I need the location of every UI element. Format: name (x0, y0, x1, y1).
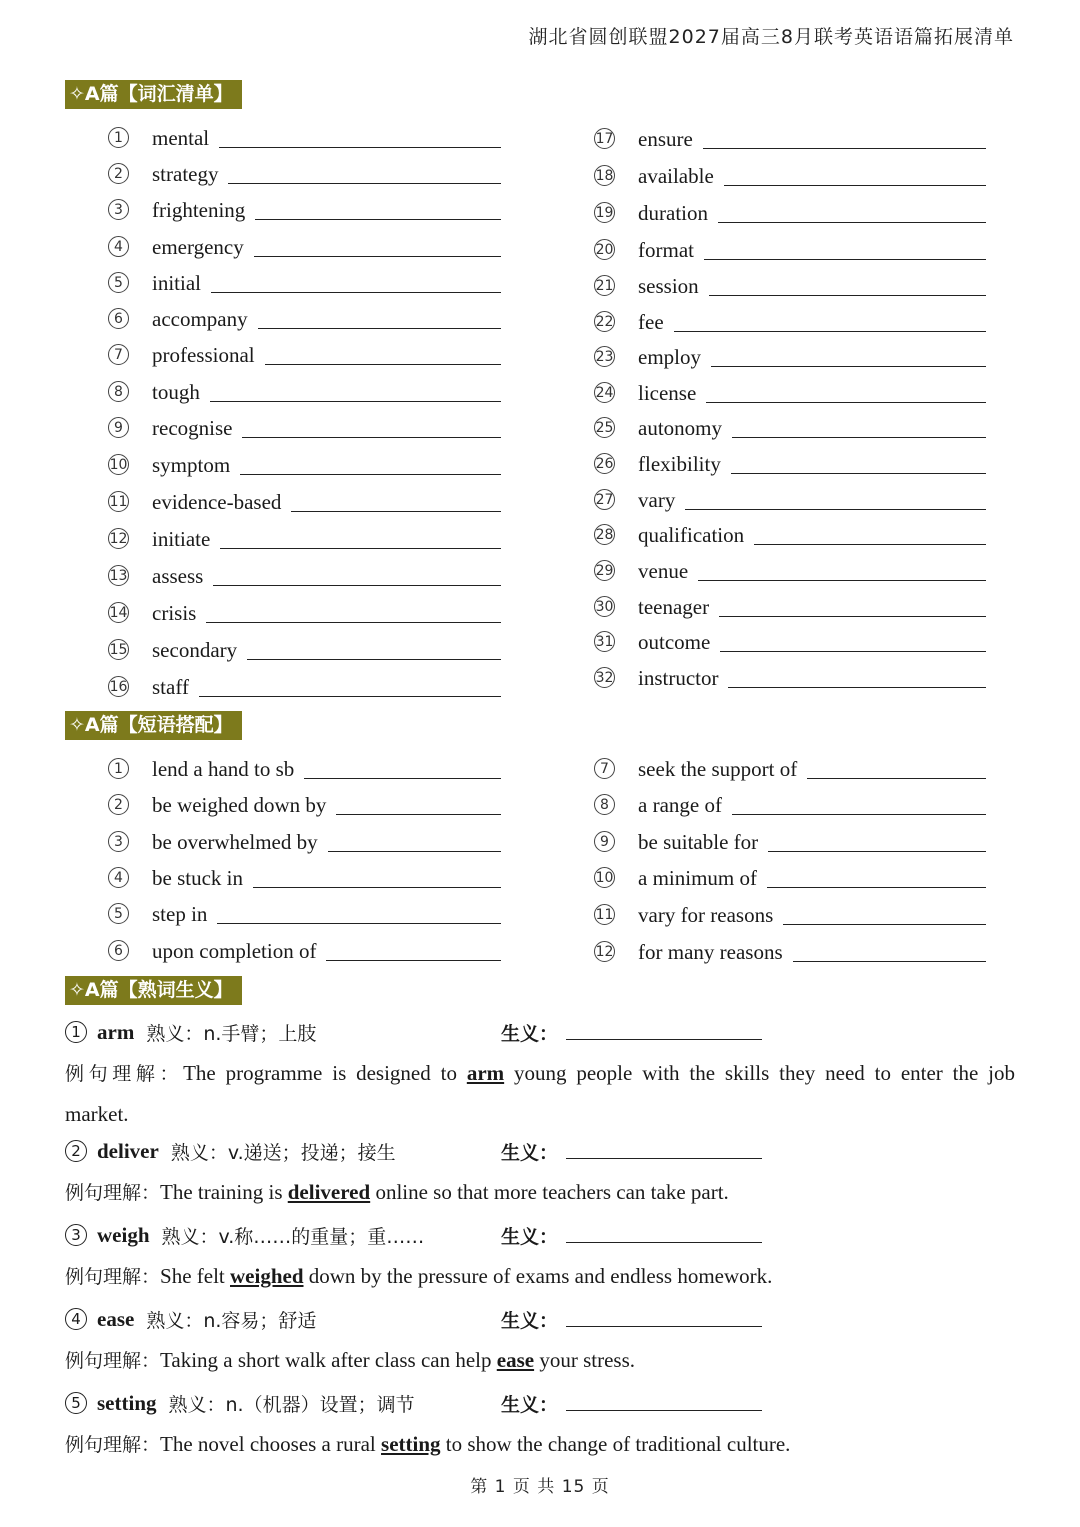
example-keyword: setting (381, 1432, 441, 1456)
vocab-item (594, 269, 986, 299)
vocab-word: outcome (638, 630, 711, 654)
example-text: online so that more teachers can take part. (370, 1180, 729, 1204)
vocab-word: tough (152, 380, 200, 404)
vocab-item (594, 518, 986, 548)
item-number: 30 (594, 596, 615, 617)
item-number: 7 (594, 758, 615, 779)
answer-blank[interactable] (304, 778, 501, 779)
phrase-text: a minimum of (638, 866, 757, 890)
example-keyword: arm (466, 1061, 505, 1085)
answer-blank[interactable] (704, 259, 986, 260)
item-number: 4 (108, 236, 129, 257)
item-number: 4 (65, 1308, 87, 1330)
answer-blank[interactable] (220, 548, 501, 549)
vocab-item (594, 447, 986, 477)
answer-blank[interactable] (711, 366, 986, 367)
item-number: 24 (594, 382, 615, 403)
vocab-word: assess (152, 564, 204, 588)
answer-blank[interactable] (255, 219, 501, 220)
item-number: 3 (108, 199, 129, 220)
vocab-word: autonomy (638, 416, 722, 440)
vocab-word: instructor (638, 666, 719, 690)
answer-blank[interactable] (720, 651, 986, 652)
item-number: 9 (108, 417, 129, 438)
phrase-text: be suitable for (638, 830, 759, 854)
item-number: 2 (108, 163, 129, 184)
vocab-item (594, 376, 986, 406)
phrase-item (108, 752, 501, 782)
item-number: 12 (594, 941, 615, 962)
vocab-item (108, 157, 501, 187)
answer-blank[interactable] (698, 580, 986, 581)
vocab-word: vary (638, 488, 676, 512)
vocab-word: professional (152, 343, 255, 367)
phrase-text: be weighed down by (152, 793, 327, 817)
item-number: 1 (108, 127, 129, 148)
answer-blank[interactable] (228, 183, 501, 184)
item-number: 11 (594, 904, 615, 925)
meaning-word: setting (97, 1390, 157, 1415)
meaning-word: arm (97, 1019, 135, 1044)
phrase-text: be stuck in (152, 866, 243, 890)
item-number: 20 (594, 239, 615, 260)
answer-blank[interactable] (783, 924, 986, 925)
phrase-text: lend a hand to sb (152, 757, 295, 781)
item-number: 31 (594, 631, 615, 652)
example-keyword: weighed (230, 1264, 304, 1288)
vocab-word: frightening (152, 198, 246, 222)
item-number: 11 (108, 491, 129, 512)
familiar-meaning: 熟义：n.（机器）设置；调节 (168, 1393, 415, 1416)
answer-blank[interactable] (254, 256, 501, 257)
example-text: The training is (160, 1180, 288, 1204)
answer-blank[interactable] (732, 814, 986, 815)
page-header-title: 湖北省圆创联盟2027届高三8月联考英语语篇拓展清单 (528, 26, 1014, 48)
item-number: 2 (108, 794, 129, 815)
meaning-item (65, 1219, 1015, 1251)
vocab-word: available (638, 164, 714, 188)
answer-blank[interactable] (767, 887, 986, 888)
answer-blank[interactable] (328, 851, 501, 852)
answer-blank[interactable] (199, 696, 501, 697)
phrase-text: a range of (638, 793, 722, 817)
phrase-text: upon completion of (152, 939, 317, 963)
answer-blank[interactable] (206, 622, 501, 623)
answer-blank[interactable] (336, 814, 501, 815)
item-number: 27 (594, 489, 615, 510)
item-number: 5 (108, 903, 129, 924)
vocab-item (594, 554, 986, 584)
example-label: 例句理解： (65, 1434, 161, 1456)
answer-blank[interactable] (217, 923, 501, 924)
answer-blank[interactable] (731, 473, 986, 474)
example-text: She felt (160, 1264, 230, 1288)
answer-blank[interactable] (291, 511, 501, 512)
answer-blank[interactable] (326, 960, 501, 961)
vocab-word: accompany (152, 307, 248, 331)
item-number: 15 (108, 639, 129, 660)
answer-blank[interactable] (247, 659, 501, 660)
new-meaning-blank[interactable] (566, 1039, 762, 1040)
new-meaning-label: 生义： (501, 1141, 559, 1164)
new-meaning-label: 生义： (501, 1309, 559, 1332)
answer-blank[interactable] (211, 292, 501, 293)
section-heading-meanings: ✧A篇【熟词生义】 (65, 976, 242, 1005)
item-number: 6 (108, 308, 129, 329)
meaning-item (65, 1135, 1015, 1167)
example-text: The programme is designed to (183, 1061, 467, 1085)
item-number: 21 (594, 275, 615, 296)
vocab-item (108, 633, 501, 663)
vocab-item (108, 485, 501, 515)
phrase-item (108, 825, 501, 855)
vocab-word: qualification (638, 523, 745, 547)
answer-blank[interactable] (685, 509, 986, 510)
new-meaning-label: 生义： (501, 1225, 559, 1248)
familiar-meaning: 熟义：v.称……的重量；重…… (161, 1225, 425, 1248)
vocab-word: session (638, 274, 699, 298)
new-meaning-blank[interactable] (566, 1410, 762, 1411)
vocab-item (108, 230, 501, 260)
vocab-word: strategy (152, 162, 219, 186)
vocab-word: flexibility (638, 452, 721, 476)
vocab-word: emergency (152, 235, 244, 259)
item-number: 2 (65, 1140, 87, 1162)
new-meaning-blank[interactable] (566, 1242, 762, 1243)
answer-blank[interactable] (703, 148, 986, 149)
familiar-meaning: 熟义：v.递送；投递；接生 (170, 1141, 396, 1164)
answer-blank[interactable] (719, 616, 986, 617)
vocab-word: crisis (152, 601, 197, 625)
answer-blank[interactable] (728, 687, 986, 688)
item-number: 25 (594, 417, 615, 438)
phrase-item (108, 788, 501, 818)
item-number: 16 (108, 676, 129, 697)
phrase-item (594, 935, 986, 965)
example-sentence (65, 1256, 1015, 1298)
meaning-item (65, 1387, 1015, 1419)
item-number: 17 (594, 128, 615, 149)
answer-blank[interactable] (265, 364, 501, 365)
answer-blank[interactable] (807, 778, 986, 779)
answer-blank[interactable] (706, 402, 986, 403)
vocab-item (594, 340, 986, 370)
vocab-item (594, 159, 986, 189)
vocab-item (108, 670, 501, 700)
answer-blank[interactable] (754, 544, 986, 545)
example-label: 例句理解： (65, 1266, 161, 1288)
item-number: 7 (108, 344, 129, 365)
page-footer: 第 1 页 共 15 页 (470, 1477, 610, 1497)
vocab-word: teenager (638, 595, 710, 619)
vocab-word: recognise (152, 416, 233, 440)
section-heading-vocab: ✧A篇【词汇清单】 (65, 80, 242, 109)
phrase-text: be overwhelmed by (152, 830, 318, 854)
vocab-word: duration (638, 201, 708, 225)
vocab-word: evidence-based (152, 490, 282, 514)
item-number: 19 (594, 202, 615, 223)
answer-blank[interactable] (253, 887, 501, 888)
answer-blank[interactable] (732, 437, 986, 438)
item-number: 1 (108, 758, 129, 779)
item-number: 6 (108, 940, 129, 961)
vocab-word: secondary (152, 638, 238, 662)
phrase-text: seek the support of (638, 757, 798, 781)
item-number: 32 (594, 667, 615, 688)
vocab-item (594, 483, 986, 513)
vocab-word: initiate (152, 527, 211, 551)
answer-blank[interactable] (724, 185, 986, 186)
item-number: 5 (108, 272, 129, 293)
example-continuation: market. (65, 1102, 129, 1126)
meaning-word: weigh (97, 1222, 150, 1247)
item-number: 9 (594, 831, 615, 852)
new-meaning-label: 生义： (501, 1393, 559, 1416)
example-label: 例句理解： (65, 1182, 161, 1204)
vocab-item (108, 121, 501, 151)
phrase-item (594, 861, 986, 891)
meaning-word: deliver (97, 1138, 159, 1163)
example-sentence (65, 1172, 1015, 1214)
example-text: The novel chooses a rural (160, 1432, 382, 1456)
item-number: 8 (594, 794, 615, 815)
phrase-item (108, 934, 501, 964)
vocab-item (108, 448, 501, 478)
phrase-item (594, 752, 986, 782)
answer-blank[interactable] (240, 474, 501, 475)
answer-blank[interactable] (242, 437, 501, 438)
vocab-word: format (638, 238, 694, 262)
example-keyword: delivered (287, 1180, 371, 1204)
item-number: 13 (108, 565, 129, 586)
vocab-word: staff (152, 675, 189, 699)
vocab-item (108, 302, 501, 332)
phrase-item (108, 861, 501, 891)
answer-blank[interactable] (210, 401, 501, 402)
new-meaning-label: 生义： (501, 1022, 559, 1045)
phrase-item (594, 825, 986, 855)
item-number: 3 (108, 831, 129, 852)
vocab-item (108, 375, 501, 405)
item-number: 4 (108, 867, 129, 888)
phrase-item (594, 788, 986, 818)
example-sentence (65, 1340, 1015, 1382)
section-heading-phrases: ✧A篇【短语搭配】 (65, 711, 242, 740)
vocab-item (594, 196, 986, 226)
vocab-item (108, 596, 501, 626)
item-number: 22 (594, 311, 615, 332)
item-number: 1 (65, 1021, 87, 1043)
vocab-item (594, 411, 986, 441)
new-meaning-blank[interactable] (566, 1158, 762, 1159)
phrase-text: step in (152, 902, 208, 926)
answer-blank[interactable] (213, 585, 501, 586)
answer-blank[interactable] (718, 222, 986, 223)
vocab-item (108, 559, 501, 589)
vocab-item (594, 233, 986, 263)
meaning-item (65, 1303, 1015, 1335)
meaning-item (65, 1016, 1015, 1048)
example-text: down by the pressure of exams and endless homework. (303, 1264, 773, 1288)
answer-blank[interactable] (709, 295, 986, 296)
example-text: young people with the skills they need to enter the job (504, 1061, 1016, 1085)
item-number: 26 (594, 453, 615, 474)
example-keyword: ease (496, 1348, 535, 1372)
vocab-item (108, 193, 501, 223)
vocab-word: ensure (638, 127, 693, 151)
vocab-word: fee (638, 310, 664, 334)
example-text: to show the change of traditional culture. (440, 1432, 791, 1456)
vocab-item (594, 625, 986, 655)
item-number: 3 (65, 1224, 87, 1246)
example-sentence (65, 1424, 1015, 1466)
item-number: 28 (594, 524, 615, 545)
meaning-word: ease (97, 1306, 135, 1331)
item-number: 10 (108, 454, 129, 475)
vocab-word: initial (152, 271, 201, 295)
familiar-meaning: 熟义：n.手臂；上肢 (146, 1022, 317, 1045)
vocab-item (594, 305, 986, 335)
phrase-item (108, 897, 501, 927)
phrase-item (594, 898, 986, 928)
phrase-text: vary for reasons (638, 903, 774, 927)
vocab-word: mental (152, 126, 210, 150)
vocab-item (108, 522, 501, 552)
vocab-word: venue (638, 559, 689, 583)
vocab-item (108, 338, 501, 368)
answer-blank[interactable] (793, 961, 986, 962)
example-label: 例句理解： (65, 1350, 161, 1372)
phrase-text: for many reasons (638, 940, 783, 964)
vocab-word: license (638, 381, 697, 405)
item-number: 23 (594, 346, 615, 367)
example-text: your stress. (534, 1348, 636, 1372)
vocab-item (594, 122, 986, 152)
answer-blank[interactable] (258, 328, 501, 329)
item-number: 29 (594, 560, 615, 581)
familiar-meaning: 熟义：n.容易；舒适 (146, 1309, 317, 1332)
item-number: 12 (108, 528, 129, 549)
vocab-word: employ (638, 345, 701, 369)
item-number: 5 (65, 1392, 87, 1414)
answer-blank[interactable] (219, 147, 501, 148)
example-text: Taking a short walk after class can help (160, 1348, 497, 1372)
vocab-item (108, 411, 501, 441)
example-label: 例句理解： (65, 1063, 184, 1085)
item-number: 14 (108, 602, 129, 623)
example-sentence (65, 1053, 1015, 1095)
answer-blank[interactable] (674, 331, 986, 332)
item-number: 10 (594, 867, 615, 888)
vocab-word: symptom (152, 453, 231, 477)
item-number: 18 (594, 165, 615, 186)
vocab-item (108, 266, 501, 296)
answer-blank[interactable] (768, 851, 986, 852)
vocab-item (594, 661, 986, 691)
item-number: 8 (108, 381, 129, 402)
vocab-item (594, 590, 986, 620)
new-meaning-blank[interactable] (566, 1326, 762, 1327)
